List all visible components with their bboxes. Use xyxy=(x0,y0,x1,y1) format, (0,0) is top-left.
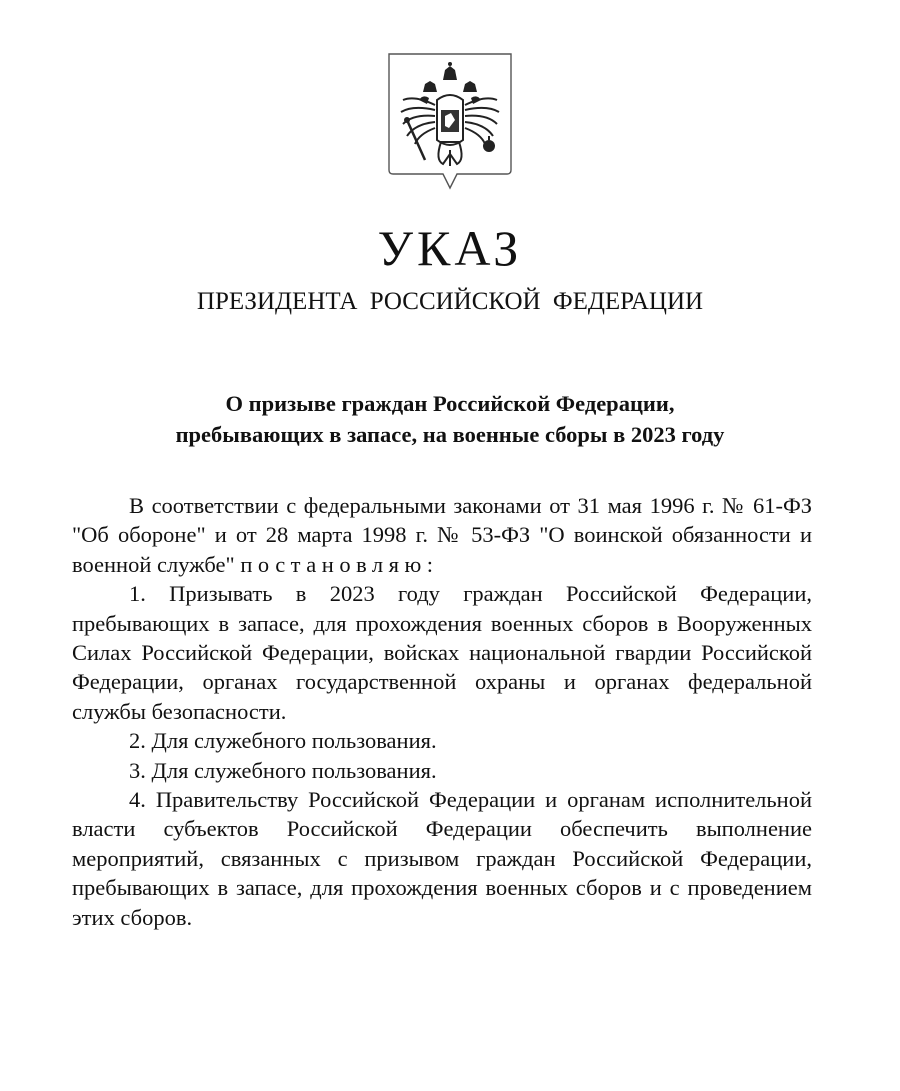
decree-item xyxy=(72,785,812,932)
decree-word: постановляю: xyxy=(240,551,439,577)
emblem xyxy=(385,50,515,192)
decree-item xyxy=(72,579,812,726)
preamble-text: В соответствии с федеральными законами от 31 мая 1996 г. № 61-ФЗ "Об обороне" и от 28 марта 1998 г. № 53-ФЗ "О воинской обязанности и военной службе" xyxy=(72,493,812,577)
item-text: Призывать в 2023 году граждан Российской Федерации, пребывающих в запасе, для прохождения военных сборов в Вооруженных Силах Российской Федерации, войсках национальной гвардии Российской Федерации, органах государственной охраны и органах федеральной службы безопасности. xyxy=(72,581,813,724)
document-subtitle: ПРЕЗИДЕНТА РОССИЙСКОЙ ФЕДЕРАЦИИ xyxy=(196,288,704,315)
document-title: УКАЗ xyxy=(377,220,523,276)
item-number: 3. xyxy=(129,757,146,783)
item-text: Для служебного пользования. xyxy=(151,728,437,754)
item-text: Правительству Российской Федерации и органам исполнительной власти субъектов Российской Федерации обеспечить выполнение мероприятий, связанных с призывом граждан Российской Федерации, пребывающих в запасе, для прохождения военных сборов и с проведением этих сборов. xyxy=(72,787,812,930)
decree-heading-line: пребывающих в запасе, на военные сборы в 2023 году xyxy=(175,422,725,447)
decree-body xyxy=(72,491,812,932)
decree-heading-line: О призыве граждан Российской Федерации, xyxy=(225,391,675,416)
decree-heading xyxy=(0,388,900,450)
item-number: 4. xyxy=(129,787,146,813)
coat-of-arms-icon xyxy=(385,50,515,192)
item-number: 2. xyxy=(129,728,146,754)
item-text: Для служебного пользования. xyxy=(151,757,437,783)
decree-item xyxy=(72,726,812,755)
decree-item xyxy=(72,756,812,785)
item-number: 1. xyxy=(129,581,146,607)
preamble-paragraph xyxy=(72,491,812,579)
